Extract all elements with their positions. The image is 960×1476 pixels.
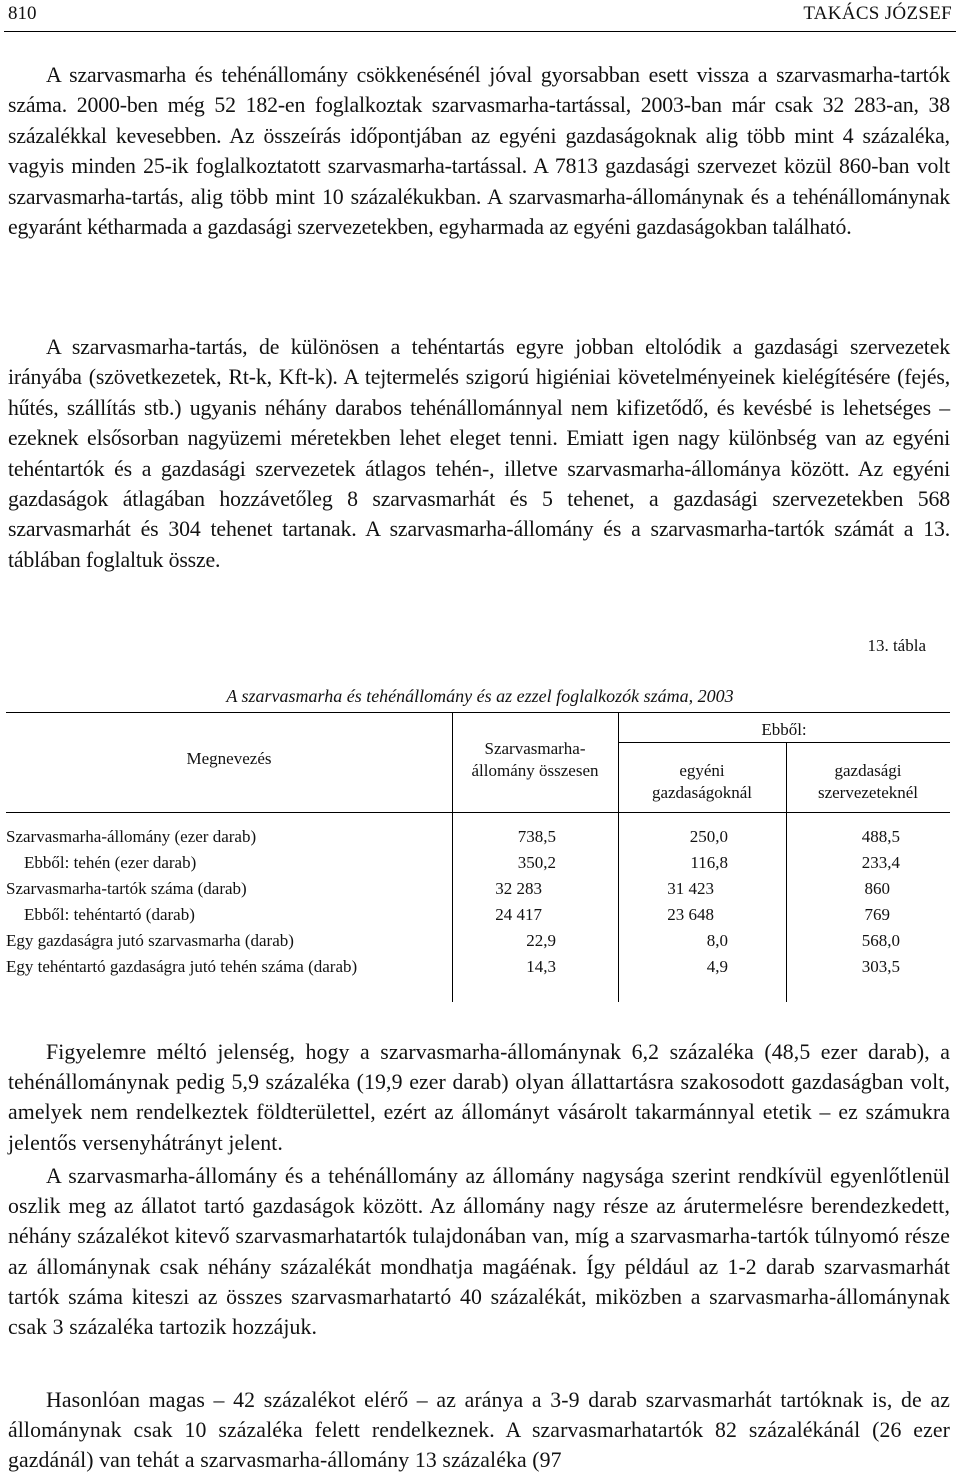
cell-organizations: 233,4 — [861, 853, 900, 872]
cell-total: 22,9 — [526, 931, 556, 950]
table-row — [6, 928, 950, 954]
header-rule — [4, 31, 956, 32]
table-caption: A szarvasmarha és tehénállomány és az ezzel foglalkozók száma, 2003 — [226, 686, 734, 706]
row-label: Szarvasmarha-tartók száma (darab) — [6, 879, 247, 898]
header-individual — [618, 760, 786, 804]
table-header-rule — [6, 812, 950, 813]
row-label: Ebből: tehéntartó (darab) — [24, 905, 195, 924]
row-label: Egy gazdaságra jutó szarvasmarha (darab) — [6, 931, 294, 950]
cell-individual: 23 648 — [667, 905, 714, 924]
table-top-rule — [6, 712, 950, 713]
cell-total: 350,2 — [517, 853, 556, 872]
cell-total: 738,5 — [517, 827, 556, 846]
cell-organizations: 303,5 — [861, 957, 900, 976]
cell-individual: 4,9 — [706, 957, 728, 976]
body-paragraph: Figyelemre méltó jelenség, hogy a szarvasmarha-állománynak 6,2 százaléka (48,5 ezer darab), a tehénállománynak pedig 5,9 százaléka (19,9 ezer darab) olyan állattartásra szakosodott gazdaságban volt, amelyek nem rendelkeztek földterülettel, ezért az állományt vásárolt takarmánnyal etetik – ez számukra jelentős versenyhátrányt jelent. — [8, 1040, 950, 1155]
row-label: Ebből: tehén (ezer darab) — [24, 853, 197, 872]
row-label: Egy tehéntartó gazdaságra jutó tehén száma (darab) — [6, 957, 358, 976]
page-number: 810 — [8, 3, 37, 24]
cell-organizations: 568,0 — [861, 931, 900, 950]
page-header — [0, 0, 960, 36]
body-paragraph: A szarvasmarha-tartás, de különösen a tehéntartás egyre jobban eltolódik a gazdasági szervezetek irányába (szövetkezetek, Rt-k, Kft-k). A tejtermelés szigorú higiéniai követelményeinek kielégítésére (fejés, hűtés, szállítás stb.) ugyanis néhány darabos tehénállománnyal nem kifizetődő, és kevésbé is lehetséges – ezeknek elsősorban nagyüzemi méretekben lehet eleget tenni. Emiatt igen nagy különbség van az egyéni tehéntartók és a gazdasági szervezetek átlagos tehén-, illetve szarvasmarha-állománya között. Az egyéni gazdaságok átlagában hozzávetőleg 8 szarvasmarhát és 5 tehenet, a gazdasági szervezetekben 568 szarvasmarhát és 304 tehenet tartanak. A szarvasmarha-állomány és a szarvasmarha-tartók számát a 13. táblában foglaltuk össze. — [8, 335, 950, 572]
cell-total: 24 417 — [495, 905, 542, 924]
cell-organizations: 860 — [864, 879, 890, 898]
body-paragraph: A szarvasmarha-állomány és a tehénállomány az állomány nagysága szerint rendkívül egyenlőtlenül oszlik meg az állatot tartó gazdaságok között. Az állomány nagy része az árutermelésre berendezkedett, néhány százalékot kitevő szarvasmarhatartók tulajdonában van, míg a szarvasmarha-tartók túlnyomó része az állománynak csak néhány százalékát mondhatja magáénak. Így például az 1-2 darab szarvasmarhát tartók száma kiteszi az összes szarvasmarhatartó 40 százalékát, miközben a szarvasmarha-állománynak csak 3 százaléka tartozik hozzájuk. — [8, 1164, 950, 1340]
cell-individual: 8,0 — [706, 931, 728, 950]
table-row — [6, 850, 950, 876]
table-row — [6, 954, 950, 980]
cell-organizations: 488,5 — [861, 827, 900, 846]
header-organizations-line1: gazdasági — [834, 761, 902, 780]
table-row — [6, 824, 950, 850]
table-group-rule — [618, 742, 950, 743]
header-total — [452, 738, 618, 782]
header-organizations — [786, 760, 950, 804]
table-row — [6, 902, 950, 928]
cell-total: 14,3 — [526, 957, 556, 976]
data-table — [6, 712, 950, 1002]
header-total-line1: Szarvasmarha- — [484, 739, 586, 758]
cell-individual: 250,0 — [689, 827, 728, 846]
cell-organizations: 769 — [864, 905, 890, 924]
table-reference: 13. tábla — [867, 636, 926, 655]
header-individual-line1: egyéni — [679, 761, 725, 780]
header-individual-line2: gazdaságoknál — [651, 783, 753, 802]
cell-total: 32 283 — [495, 879, 542, 898]
cell-individual: 31 423 — [667, 879, 714, 898]
cell-individual: 116,8 — [690, 853, 728, 872]
running-head-author: TAKÁCS JÓZSEF — [803, 3, 952, 24]
header-total-line2: állomány összesen — [471, 761, 599, 780]
body-paragraph: Hasonlóan magas – 42 százalékot elérő – az aránya a 3-9 darab szarvasmarhát tartóknak is, de az állománynak csak 10 százaléka felett rendelkeznek. A szarvasmarhatartók 82 százalékánál (26 ezer gazdánál) van tehát a szarvasmarha-állomány 13 százaléka (97 — [8, 1388, 950, 1473]
row-label: Szarvasmarha-állomány (ezer darab) — [6, 827, 257, 846]
table-row — [6, 876, 950, 902]
header-organizations-line2: szervezeteknél — [817, 783, 919, 802]
body-paragraph: A szarvasmarha és tehénállomány csökkenésénél jóval gyorsabban esett vissza a szarvasmarha-tartók száma. 2000-ben még 52 182-en foglalkoztak szarvasmarha-tartással, 2003-ban már csak 32 283-an, 38 százalékkal kevesebben. Az összeírás időpontjában az egyéni gazdaságoknak alig több mint 4 százaléka, vagyis minden 25-ik foglalkoztatott szarvasmarha-tartással. A 7813 gazdasági szervezet közül 860-ban volt szarvasmarha-tartás, alig több mint 10 százalékukban. A szarvasmarha-állománynak és a tehénállománynak egyaránt kétharmada a gazdasági szervezetekben, egyharmada az egyéni gazdaságokban található. — [8, 63, 950, 240]
header-group-ebbol: Ebből: — [761, 720, 807, 739]
header-megnevezes: Megnevezés — [186, 749, 272, 768]
